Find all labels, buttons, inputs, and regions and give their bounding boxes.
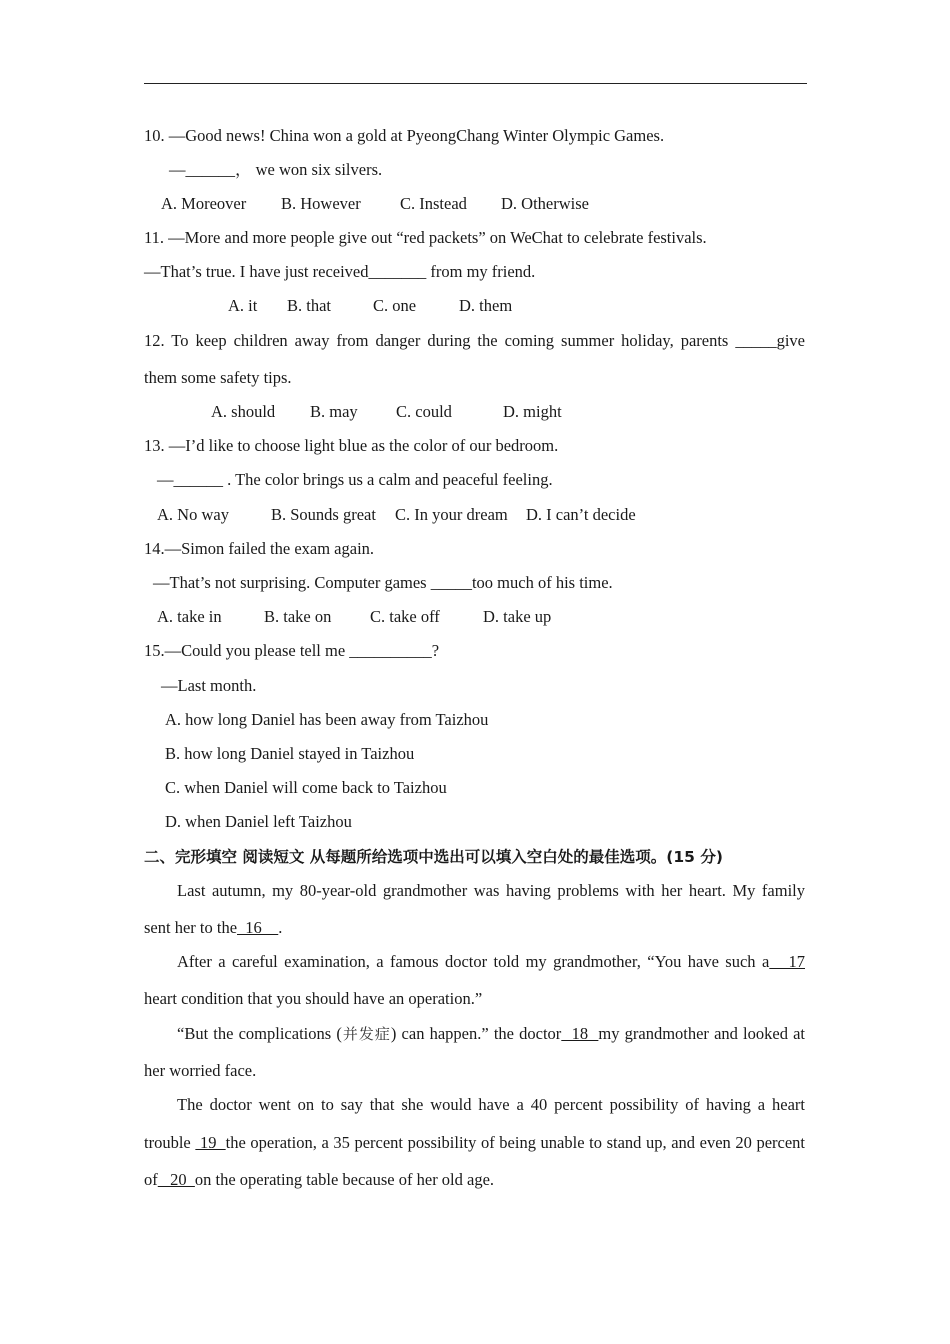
cloze-p1-text: sent her to the [144, 918, 238, 937]
q14-options [157, 607, 551, 627]
q12-option-c[interactable]: C. could [396, 402, 452, 421]
q14-option-d[interactable]: D. take up [483, 607, 552, 626]
q11-option-c[interactable]: C. one [373, 296, 417, 315]
q11-option-b[interactable]: B. that [287, 296, 331, 315]
cloze-blank-16[interactable]: 16 [237, 918, 279, 937]
cloze-p1-line1: Last autumn, my 80-year-old grandmother was having problems with her heart. My family [177, 881, 805, 900]
q15-option-d[interactable]: D. when Daniel left Taizhou [165, 812, 352, 831]
q13-reply: —______ . The color brings us a calm and peaceful feeling. [157, 470, 553, 489]
q13-option-c[interactable]: C. In your dream [395, 505, 508, 524]
cloze-p3-text-c: my grandmother and looked at [598, 1024, 805, 1043]
q14-reply: —That’s not surprising. Computer games _____too much of his time. [153, 573, 613, 592]
q11-option-a[interactable]: A. it [228, 296, 258, 315]
q12-options [211, 402, 562, 422]
q15-option-a[interactable]: A. how long Daniel has been away from Taizhou [165, 710, 489, 729]
q10-option-d[interactable]: D. Otherwise [501, 194, 589, 213]
section2-heading: 二、完形填空 阅读短文 从每题所给选项中选出可以填入空白处的最佳选项。(15 分) [144, 848, 723, 866]
q10-options [161, 194, 589, 214]
cloze-p4-text-b: the operation, a 35 percent possibility of being unable to stand up, and even 20 percent [225, 1133, 806, 1152]
q10-option-b[interactable]: B. However [281, 194, 361, 213]
q15-option-c[interactable]: C. when Daniel will come back to Taizhou [165, 778, 447, 797]
cloze-p5-text-b: on the operating table because of her old age. [194, 1170, 495, 1189]
q12-stem-line2: them some safety tips. [144, 368, 292, 387]
cloze-p3-text-b: ) can happen.” the doctor [390, 1024, 562, 1043]
cloze-p3-line2: her worried face. [144, 1061, 257, 1080]
q11-options [228, 296, 512, 316]
q13-option-d[interactable]: D. I can’t decide [526, 505, 636, 524]
cloze-blank-19[interactable]: 19 [195, 1133, 226, 1152]
header-rule [144, 83, 807, 84]
q15-stem: 15.—Could you please tell me __________? [144, 641, 440, 660]
q10-stem: 10. —Good news! China won a gold at PyeongChang Winter Olympic Games. [144, 126, 665, 145]
cloze-p1-end: . [278, 918, 283, 937]
q13-option-a[interactable]: A. No way [157, 505, 229, 524]
q10-option-a[interactable]: A. Moreover [161, 194, 247, 213]
q14-option-c[interactable]: C. take off [370, 607, 440, 626]
cloze-p5-line [144, 1170, 494, 1190]
cloze-p2-line1 [177, 952, 805, 972]
q10-reply: —______， we won six silvers. [169, 160, 383, 179]
cloze-blank-17[interactable]: 17 [769, 952, 805, 971]
cloze-p2-line2: heart condition that you should have an operation.” [144, 989, 483, 1008]
q14-option-b[interactable]: B. take on [264, 607, 332, 626]
q14-option-a[interactable]: A. take in [157, 607, 222, 626]
q13-stem: 13. —I’d like to choose light blue as the color of our bedroom. [144, 436, 559, 455]
cloze-p4-line1: The doctor went on to say that she would have a 40 percent possibility of having a heart [177, 1095, 805, 1114]
cloze-p4-line2 [144, 1133, 805, 1153]
cloze-blank-20[interactable]: 20 [157, 1170, 195, 1189]
q15-option-b[interactable]: B. how long Daniel stayed in Taizhou [165, 744, 415, 763]
q11-option-d[interactable]: D. them [459, 296, 513, 315]
cloze-p5-text-a: of [144, 1170, 158, 1189]
cloze-blank-18[interactable]: 18 [561, 1024, 599, 1043]
q12-option-d[interactable]: D. might [503, 402, 562, 421]
q12-option-a[interactable]: A. should [211, 402, 276, 421]
q13-options [157, 505, 636, 525]
cloze-p4-text-a: trouble [144, 1133, 191, 1152]
q10-option-c[interactable]: C. Instead [400, 194, 467, 213]
q11-reply: —That’s true. I have just received_______ from my friend. [144, 262, 536, 281]
q11-stem: 11. —More and more people give out “red packets” on WeChat to celebrate festivals. [144, 228, 707, 247]
cloze-p2-text: After a careful examination, a famous doctor told my grandmother, “You have such a [177, 952, 770, 971]
cloze-p1-line2 [144, 918, 282, 938]
cloze-p3-text-a: “But the complications ( [177, 1024, 342, 1043]
q12-stem-line1: 12. To keep children away from danger during the coming summer holiday, parents _____give [144, 331, 805, 350]
cloze-p3-line1 [177, 1024, 805, 1044]
q15-reply: —Last month. [161, 676, 257, 695]
q12-option-b[interactable]: B. may [310, 402, 358, 421]
cloze-p3-cjk: 并发症 [341, 1025, 391, 1043]
q13-option-b[interactable]: B. Sounds great [271, 505, 376, 524]
q14-stem: 14.—Simon failed the exam again. [144, 539, 375, 558]
